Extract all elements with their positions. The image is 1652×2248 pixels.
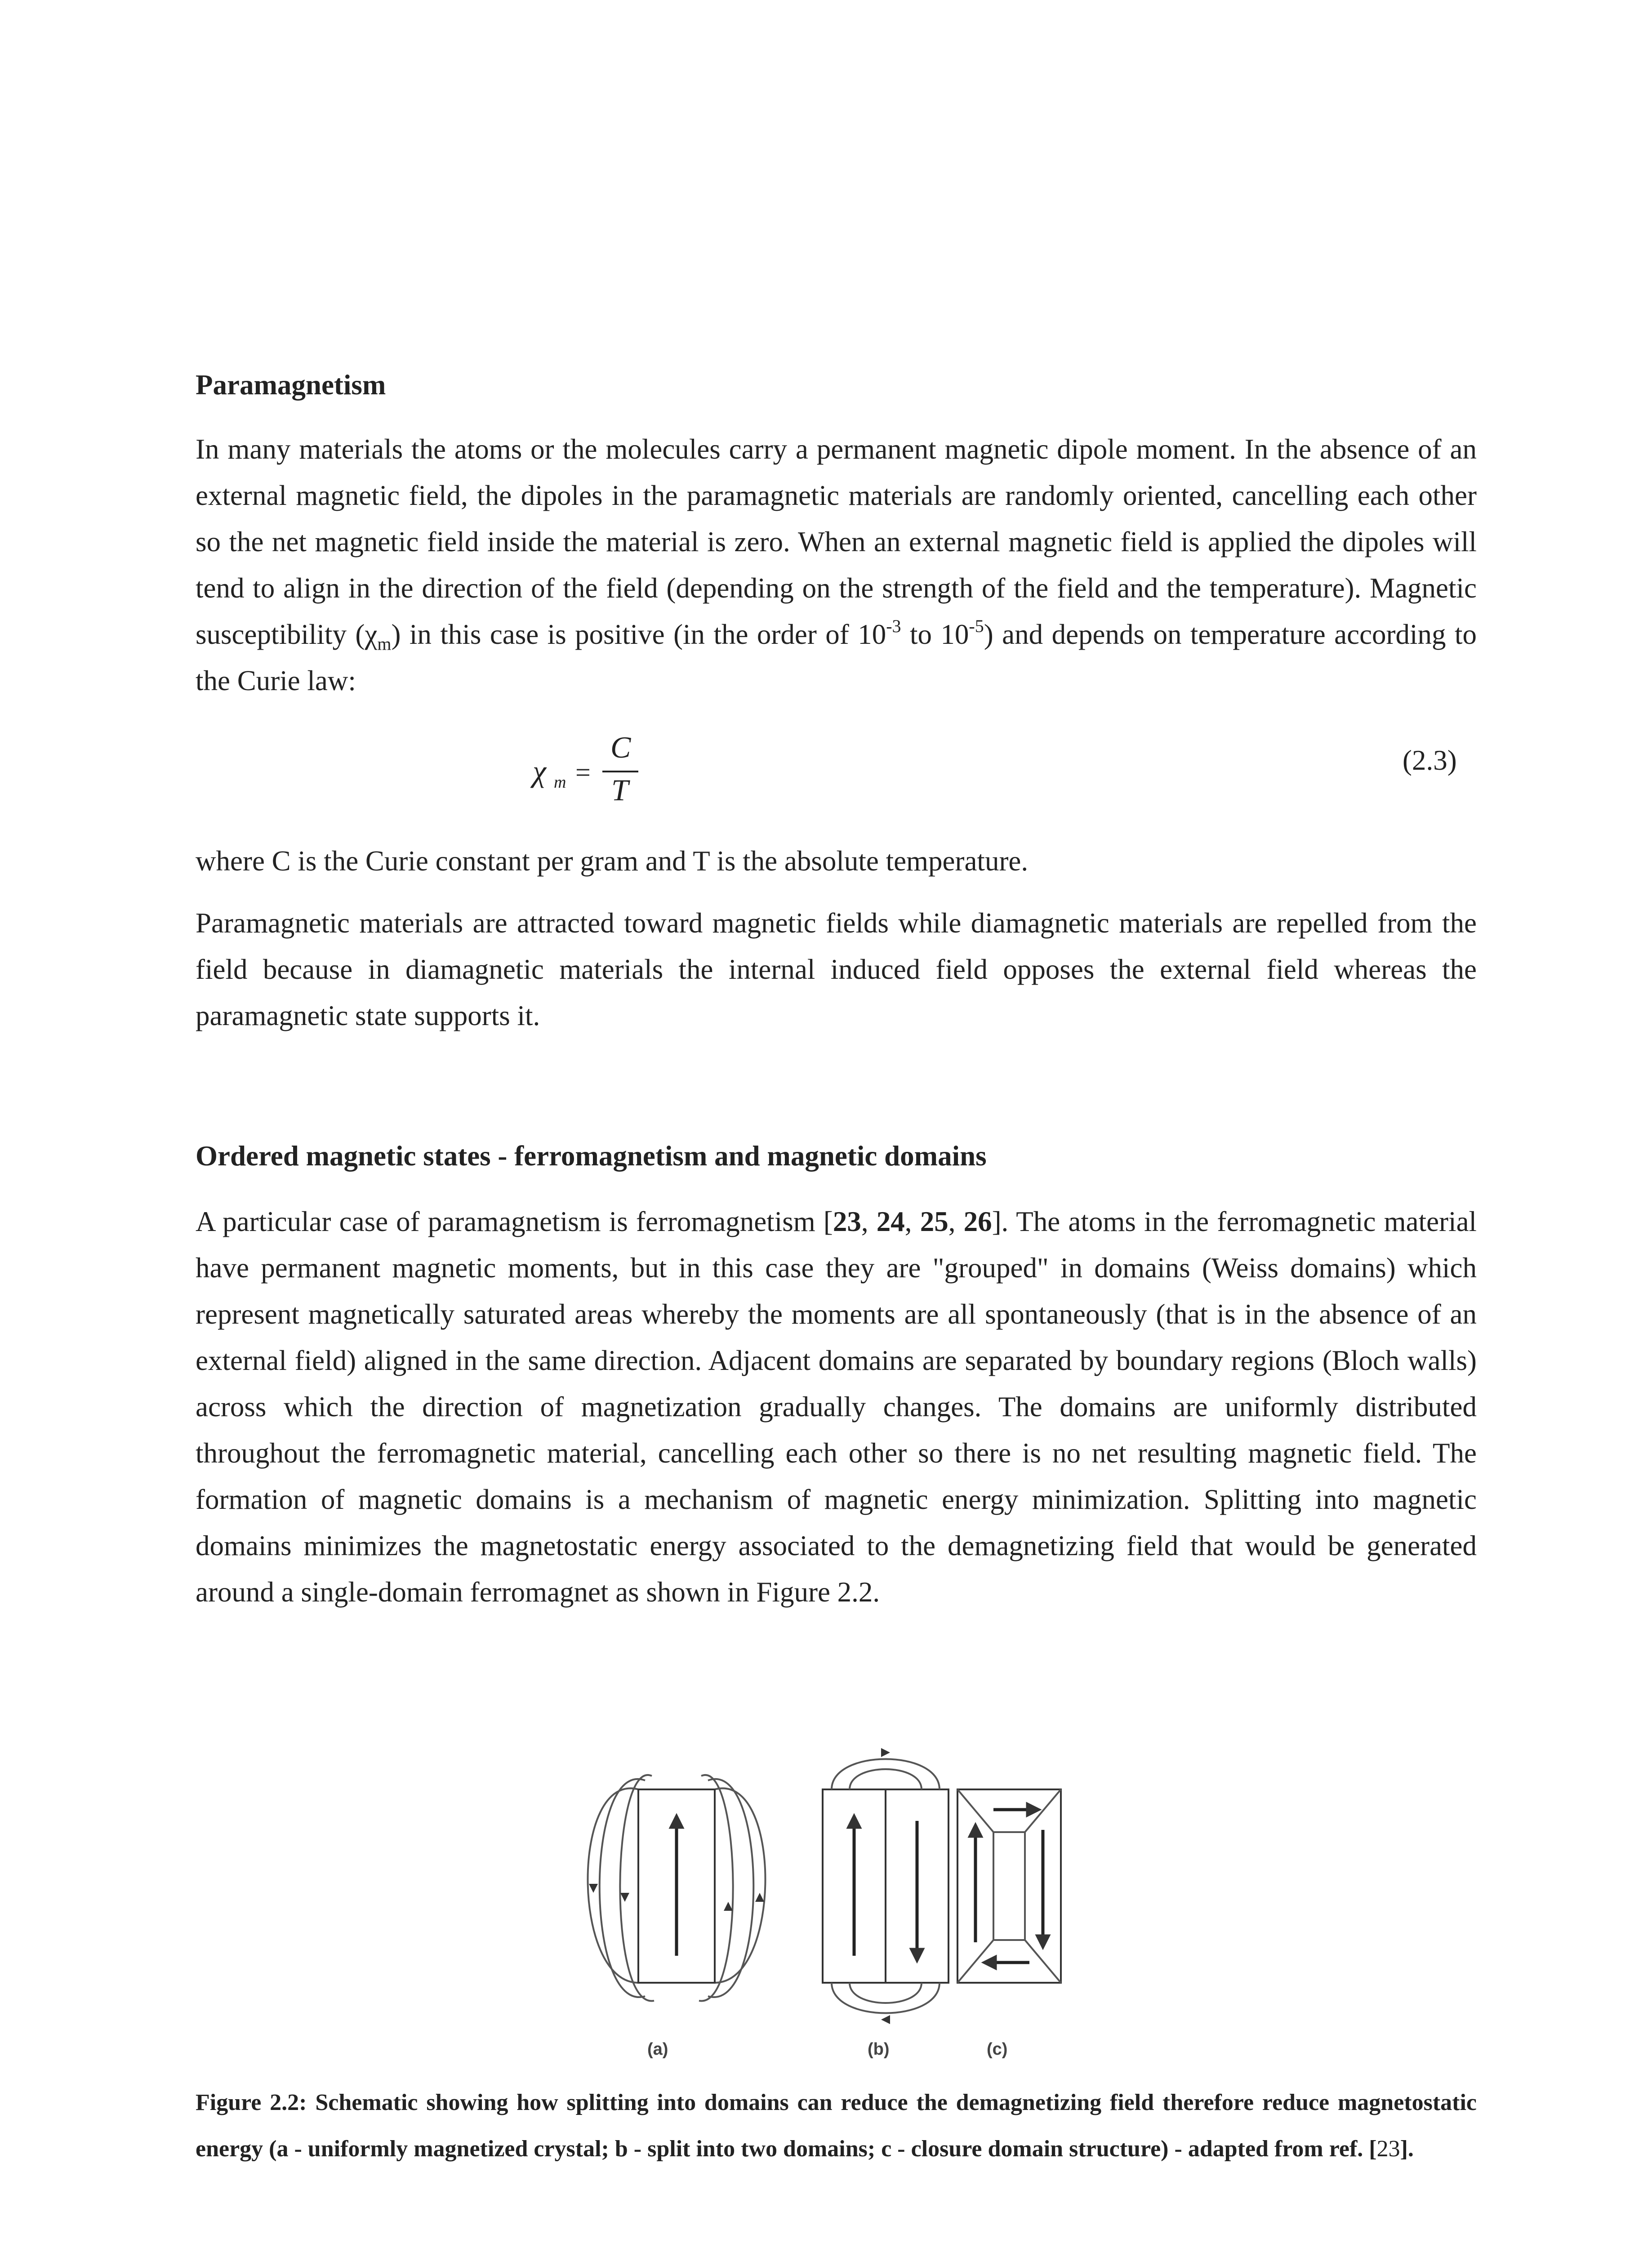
citation-ref[interactable]: 24	[876, 1206, 905, 1237]
caption-citation-ref[interactable]: 23	[1376, 2136, 1400, 2162]
paragraph-paramagnetism-intro	[196, 426, 1477, 704]
citation-ref[interactable]: 26	[963, 1206, 992, 1237]
caption-text: Figure 2.2: Schematic showing how splitting into domains can reduce the demagnetizing field therefore reduce magnetostatic energy (a - uniformly magnetized crystal; b - split into two domains; c - closure domain structure) - adapted from ref. [	[196, 2090, 1477, 2162]
exponent: -5	[969, 616, 984, 636]
figure-label-c: (c)	[987, 2040, 1008, 2059]
paragraph-attraction: Paramagnetic materials are attracted toward magnetic fields while diamagnetic materials are repelled from the field because in diamagnetic materials the internal induced field opposes the external field whereas the paramagnetic state supports it.	[196, 907, 1477, 1031]
arrow-head	[620, 1893, 629, 1902]
citation-ref[interactable]: 25	[920, 1206, 948, 1237]
exponent: -3	[886, 616, 901, 636]
equation-numerator: C	[610, 730, 631, 764]
arrow-head	[755, 1893, 764, 1902]
equation-denominator: T	[611, 773, 628, 807]
text-segment: In many materials the atoms or the molecules carry a permanent magnetic dipole moment. In the absence of an external magnetic field, the dipoles in the paramagnetic materials are randomly oriented, cancelling each other so the net magnetic field inside the material is zero. When an external magnetic field is applied the dipoles will tend to align in the direction of the field (depending on the strength of the field and the temperature). Magnetic susceptibility (	[196, 433, 1477, 650]
equation-lhs-symbol: χ	[533, 754, 546, 788]
separator: ,	[948, 1206, 964, 1237]
figure-caption	[196, 2079, 1477, 2172]
chi-symbol: χ	[365, 619, 378, 650]
text-segment: ) in this case is positive (in the order of 10	[391, 619, 886, 650]
equation-equals: =	[575, 758, 591, 787]
text-segment: to 10	[901, 619, 969, 650]
separator: ,	[861, 1206, 877, 1237]
panel-c-crystal	[957, 1789, 1061, 1983]
equation-lhs-subscript: m	[554, 773, 566, 792]
text-segment: ]. The atoms in the ferromagnetic material have permanent magnetic moments, but in this case they are "grouped" in domains (Weiss domains) which represent magnetically saturated areas whereby the moments are all spontaneously (that is in the absence of an external field) aligned in the same direction. Adjacent domains are separated by boundary regions (Bloch walls) across which the direction of magnetization gradually changes. The domains are uniformly distributed throughout the ferromagnetic material, cancelling each other so there is no net resulting magnetic field. The formation of magnetic domains is a mechanism of magnetic energy minimization. Splitting into magnetic domains minimizes the magnetostatic energy associated to the demagnetizing field that would be generated around a single-domain ferromagnet as shown in Figure 2.2.	[196, 1206, 1477, 1608]
section-heading-ferromagnetism: Ordered magnetic states - ferromagnetism and magnetic domains	[196, 1140, 987, 1172]
panel-b-crystal	[823, 1759, 948, 2013]
arrow-head	[881, 2015, 890, 2024]
arrow-head	[589, 1884, 598, 1893]
figure-domains-schematic	[580, 1731, 1065, 2066]
figure-label-b: (b)	[868, 2040, 890, 2059]
text-segment: ) and depends on temperature according to the Curie law:	[196, 619, 1477, 696]
domains-diagram	[580, 1731, 1065, 2064]
figure-label-a: (a)	[647, 2040, 668, 2059]
chi-subscript: m	[377, 633, 392, 654]
equation-number: (2.3)	[1403, 745, 1457, 776]
equation-curie-law	[530, 728, 647, 818]
paragraph-ferromagnetism	[196, 1199, 1477, 1615]
separator: ,	[904, 1206, 920, 1237]
section-heading-paramagnetism: Paramagnetism	[196, 369, 386, 401]
arrow-head	[724, 1902, 733, 1911]
paragraph-curie-constant: where C is the Curie constant per gram and T is the absolute temperature.	[196, 845, 1029, 877]
text-segment: A particular case of paramagnetism is ferromagnetism [	[196, 1206, 833, 1237]
arrow-head	[881, 1748, 890, 1757]
citation-ref[interactable]: 23	[833, 1206, 861, 1237]
caption-text-end: ].	[1400, 2136, 1414, 2162]
equation-graphic	[530, 728, 647, 818]
